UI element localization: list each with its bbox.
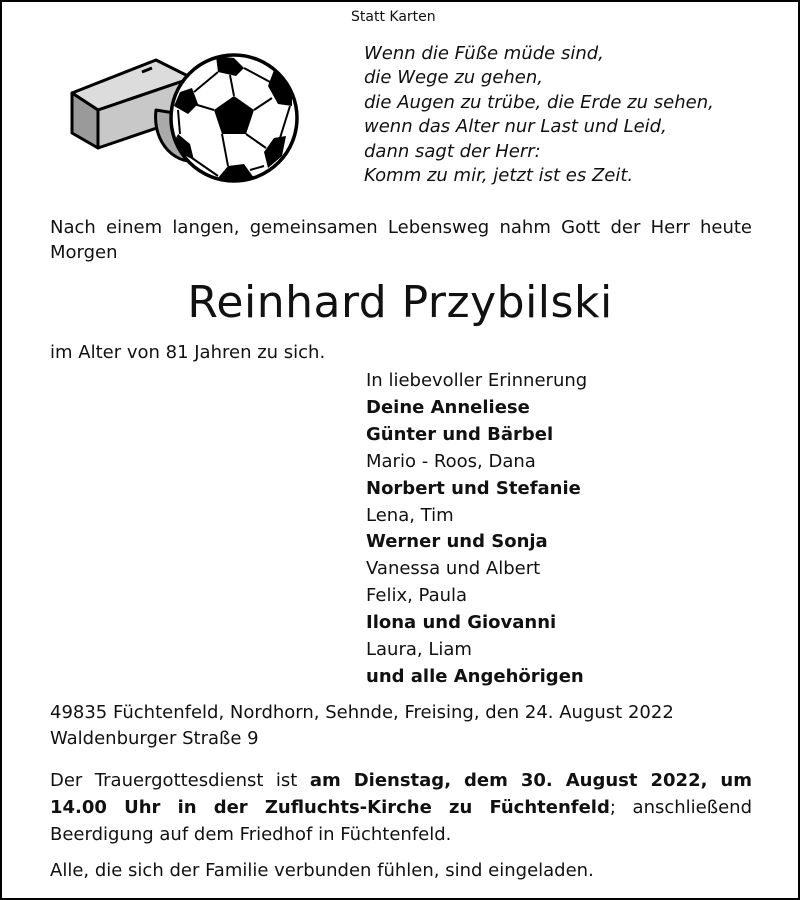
poem-line: wenn das Alter nur Last und Leid, (364, 116, 667, 138)
poem-line: die Augen zu trübe, die Erde zu sehen, (364, 91, 714, 113)
family-line: Deine Anneliese (366, 396, 530, 418)
service-text: Der Trauergottesdienst ist (50, 770, 310, 791)
family-line: Laura, Liam (366, 639, 472, 661)
service-info (50, 767, 752, 848)
family-line: und alle Angehörigen (366, 665, 584, 687)
address-line: 49835 Füchtenfeld, Nordhorn, Sehnde, Freising, den 24. August 2022 (50, 702, 674, 723)
family-line: Norbert und Stefanie (366, 477, 581, 499)
poem (364, 42, 714, 188)
family-line: Felix, Paula (366, 585, 468, 607)
family-line: Günter und Bärbel (366, 423, 554, 445)
statt-karten-note: Statt Karten (351, 9, 436, 25)
family-line: Vanessa und Albert (366, 558, 541, 580)
address-block (50, 700, 674, 752)
intro-text: Nach einem langen, gemeinsamen Lebensweg nahm Gott der Herr heute Morgen (50, 217, 752, 263)
family-line: Ilona und Giovanni (366, 612, 557, 634)
family-line: Mario - Roos, Dana (366, 450, 536, 472)
deceased-name: Reinhard Przybilski (187, 277, 613, 328)
poem-line: die Wege zu gehen, (364, 67, 544, 89)
service-date-location: am Dienstag, dem 30. August 2022, um 14.00 Uhr in der Zufluchts-Kirche zu Füchtenfeld (50, 770, 752, 818)
whistle-and-ball-illustration (68, 48, 308, 188)
family-line: In liebevoller Erinnerung (366, 370, 588, 391)
service-text: ; anschließend Beerdigung auf dem Friedhof in Füchtenfeld. (50, 797, 752, 845)
age-line: im Alter von 81 Jahren zu sich. (50, 342, 326, 363)
soccer-ball-icon (171, 55, 297, 182)
family-line: Lena, Tim (366, 504, 454, 526)
family-list (366, 368, 587, 691)
poem-line: dann sagt der Herr: (364, 140, 541, 162)
poem-line: Wenn die Füße müde sind, (364, 43, 604, 64)
poem-line: Komm zu mir, jetzt ist es Zeit. (364, 165, 634, 187)
family-line: Werner und Sonja (366, 531, 548, 553)
address-line: Waldenburger Straße 9 (50, 728, 259, 749)
closing-text: Alle, die sich der Familie verbunden fühlen, sind eingeladen. (50, 860, 594, 881)
